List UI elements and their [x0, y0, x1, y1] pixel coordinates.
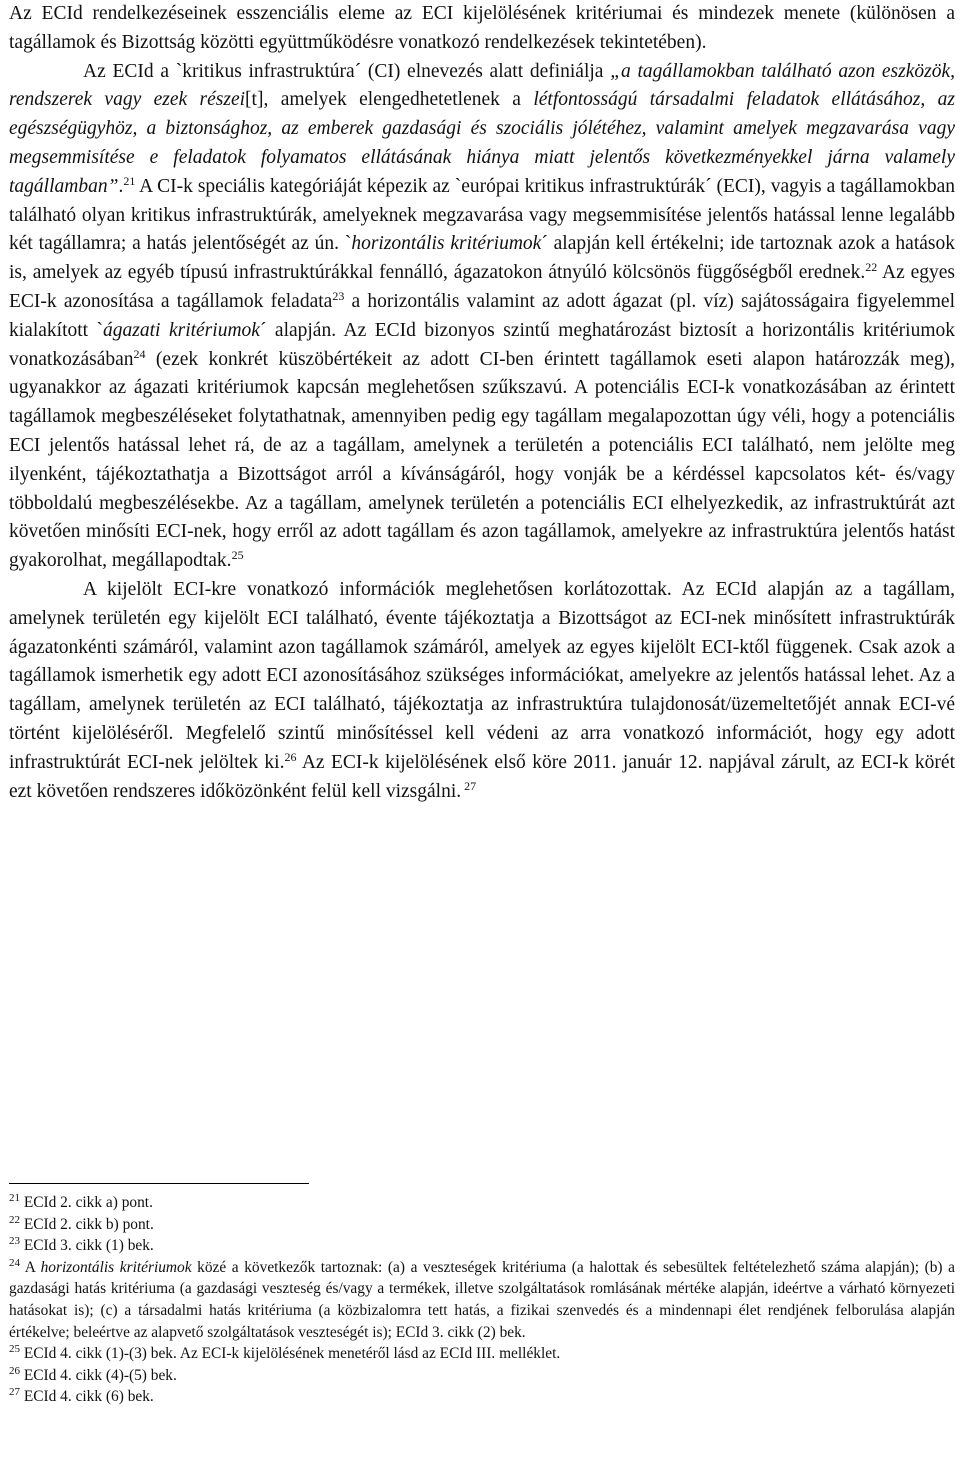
footnote-ref: 26: [9, 1364, 20, 1377]
text-run: ECId 4. cikk (1)-(3) bek. Az ECI-k kijelölésének menetéről lásd az ECId III. melléklet.: [20, 1345, 561, 1363]
italic-text: „a tagállamokban található azon eszközök, rendszerek vagy ezek részei: [9, 60, 956, 111]
italic-text: ágazati kritériumok: [103, 319, 260, 341]
italic-text: horizontális kritériumok: [351, 233, 542, 255]
italic-text: létfontosságú társadalmi feladatok ellátásához, az egészségügyhöz, a biztonsághoz, az emberek gazdasági és szociális jólétéhez, valamint amelyek megzavarása vagy megsemmisítése e feladatok folyamatos ellátásának hiánya miatt jelentős következményekkel járna valamely tagállamban”: [9, 89, 955, 197]
paragraph-eci-information: [9, 576, 955, 806]
footnote-ref: 27: [461, 778, 477, 793]
footnote-ref: 24: [133, 346, 146, 361]
document-page: [9, 0, 955, 806]
footnote-22: [9, 1214, 955, 1236]
footnote-ref: 23: [332, 288, 345, 303]
footnote-25: [9, 1343, 955, 1365]
footnote-ref: 21: [9, 1192, 20, 1204]
text-run: ´ alapján. Az ECId bizonyos szintű meghatározást biztosít a horizontális kritériumok vonatkozásában: [9, 319, 956, 370]
text-run: A CI-k speciális kategóriáját képezik az `európai kritikus infrastruktúrák´ (ECI), vagyis a tagállamokban található olyan kritikus infrastruktúrák, amelyeknek megzavarása vagy megsemmisítése jelentős hatással lenne legalább két tagállamra; a hatás jelentőségét az ún. `: [9, 175, 955, 255]
footnote-ref: 22: [9, 1213, 20, 1226]
text-run: (ezek konkrét küszöbértékeit az adott CI-ben érintett tagállamok eseti alapon határozzák meg), ugyanakkor az ágazati kritériumok kapcsán meglehetősen szűkszavú. A potenciális ECI-k vonatkozásában az érintett tagállamok megbeszéléseket folytathatnak, amennyiben pedig egy tagállam megalapozottan úgy véli, hogy a potenciális ECI jelentős hatással lehet rá, de az a tagállam, amelynek a területén a potenciális ECI található, nem jelölte meg ilyenként, tájékoztathatja a Bizottságot arról a kívánságáról, hogy vonják be a kérdéssel kapcsolatos két- és/vagy többoldalú megbeszélésekbe. Az a tagállam, amelynek területén a potenciális ECI elhelyezkedik, az infrastruktúrát azt követően minősíti ECI-nek, hogy erről az adott tagállam és azon tagállamok, amelyekre az infrastruktúra jelentős hatást gyakorolhat, megállapodtak.: [9, 348, 955, 572]
text-run: a horizontális valamint az adott ágazat (pl. víz) sajátosságaira figyelemmel kialakított `: [9, 290, 955, 341]
text-run: .: [118, 175, 124, 197]
footnote-27: [9, 1386, 955, 1408]
text-run: ECId 4. cikk (6) bek.: [20, 1388, 154, 1406]
text-run: ´ alapján kell értékelni; ide tartoznak azok a hatások is, amelyek az egyéb típusú infrastruktúrákkal fennálló, ágazatokon átnyúló kölcsönös függőségből erednek.: [9, 233, 955, 284]
text-run: Az ECId a `kritikus infrastruktúra´ (CI) elnevezés alatt definiálja: [83, 60, 611, 82]
text-run: Az ECI-k kijelölésének első köre 2011. január 12. napjával zárult, az ECI-k körét ezt követően rendszeres időközönként felül kell vizsgálni.: [9, 751, 955, 802]
text-run: ECId 2. cikk b) pont.: [20, 1215, 154, 1233]
footnote-21: [9, 1192, 955, 1214]
footnote-ref: 25: [9, 1343, 20, 1356]
text-run: [t], amelyek elengedhetetlenek a: [245, 89, 534, 111]
footnotes: [9, 1192, 955, 1408]
text-run: ECId 2. cikk a) pont.: [20, 1194, 153, 1211]
text-run: ECId 4. cikk (4)-(5) bek.: [20, 1366, 177, 1384]
paragraph-intro: [9, 0, 955, 58]
text-run: A kijelölt ECI-kre vonatkozó információk meglehetősen korlátozottak. Az ECId alapján az a tagállam, amelynek területén egy kijelölt ECI található, évente tájékoztatja a Bizottságot az ECI-nek minősített infrastruktúrák ágazatonkénti számáról, valamint azon tagállamok számáról, amelyek az egyes kijelölt ECI-ktől függenek. Csak azok a tagállamok ismerhetik egy adott ECI azonosításához szükséges információkat, amelyekre az jelentős hatással lehet. Az a tagállam, amelynek területén az ECI található, tájékoztatja az infrastruktúra tulajdonosát/üzemeltetőjét annak ECI-vé történt kijelöléséről. Megfelelő szintű minősítéssel kell védeni az arra vonatkozó információt, hogy egy adott infrastruktúrát ECI-nek jelöltek ki.: [9, 578, 955, 773]
text-run: közé a következők tartoznak: (a) a veszteségek kritériuma (a halottak és sebesültek feltételezhető száma alapján); (b) a gazdasági hatás kritériuma (a gazdasági veszteség és/vagy a termékek, illetve szolgáltatások romlásának mértéke alapján, ideértve a várható környezeti hatásokat is); (c) a társadalmi hatás kritériuma (a közbizalomra tett hatás, a fizikai szenvedés és a mindennapi élet rendjének felborulása alapján értékelve; beleértve az alapvető szolgáltatások veszteségét is); ECId 3. cikk (2) bek.: [9, 1258, 955, 1341]
footnote-ref: 24: [9, 1256, 20, 1269]
footnote-ref: 27: [9, 1386, 20, 1399]
text-run: Az ECId rendelkezéseinek esszenciális eleme az ECI kijelölésének kritériumai és mindezek menete (különösen a tagállamok és Bizottság közötti együttműködésre vonatkozó rendelkezések tekintetében).: [9, 3, 955, 53]
main-text: [9, 0, 955, 806]
footnote-separator: [9, 1183, 309, 1184]
footnote-ref: 23: [9, 1235, 20, 1248]
text-run: Az egyes ECI-k azonosítása a tagállamok feladata: [9, 262, 955, 312]
footnote-ref: 21: [123, 173, 136, 188]
text-run: A: [20, 1258, 41, 1276]
italic-text: horizontális kritériumok: [40, 1258, 192, 1276]
footnote-ref: 25: [231, 548, 244, 563]
footnote-24: [9, 1257, 955, 1343]
paragraph-ci-definition: [9, 58, 955, 576]
footnote-26: [9, 1365, 955, 1387]
footnote-ref: 22: [865, 260, 878, 275]
footnote-23: [9, 1235, 955, 1257]
footnote-ref: 26: [284, 749, 297, 764]
text-run: ECId 3. cikk (1) bek.: [20, 1237, 154, 1255]
